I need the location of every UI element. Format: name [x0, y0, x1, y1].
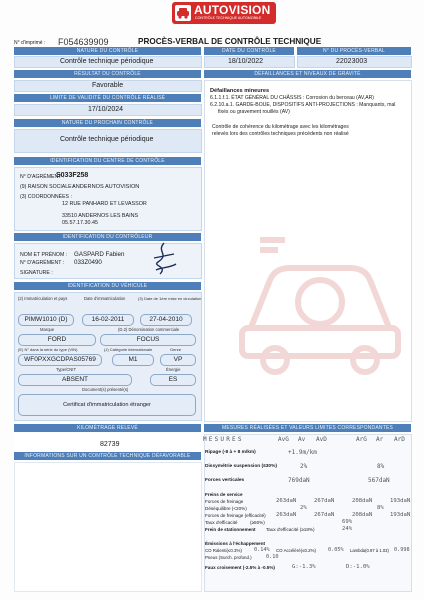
- vertical-forces-label: Forces verticales: [205, 478, 245, 483]
- printed-number-label: N° d'imprimé :: [14, 40, 46, 46]
- dipped-beam-label: Faux croisement (-2.5% à -0.5%): [205, 565, 275, 570]
- category-field: M1: [112, 354, 154, 366]
- co-idle-value: 0.14%: [254, 547, 270, 553]
- controller-agreement: 033Z0490: [74, 259, 102, 266]
- bar-result: RÉSULTAT DU CONTRÔLE: [14, 70, 201, 78]
- brake-force-avd: 267daN: [314, 498, 335, 504]
- odometer-note-1: Contrôle de cohérence du kilométrage avec les kilométrages: [212, 124, 349, 130]
- bar-measures: MESURES RÉALISÉES ET VALEURS LIMITES CORRESPONDANTES: [204, 424, 411, 432]
- efficiency-rate-label: Taux d'efficacité: [205, 520, 238, 525]
- label-documents: Document(s) présenté(s): [82, 387, 129, 392]
- brake-force-arg: 208daN: [352, 498, 373, 504]
- dipped-beam-right: D:-1.0%: [346, 564, 370, 570]
- bar-defects: DÉFAILLANCES ET NIVEAUX DE GRAVITÉ: [204, 70, 411, 78]
- control-nature: Contrôle technique périodique: [60, 58, 154, 65]
- measures-header-label: MESURES: [203, 436, 244, 443]
- next-control-nature: Contrôle technique périodique: [60, 136, 154, 143]
- co-idle-label: CO Ralenti(≤0.3%): [205, 548, 242, 553]
- ripage-label: Ripage (-8 à + 8 m/km): [205, 450, 256, 455]
- label-genre: Genre: [170, 347, 182, 352]
- efficiency-force-ard: 193daN: [390, 512, 411, 518]
- documents-field: Certificat d'immatriculation étranger: [18, 394, 196, 416]
- defect-line-1: 6.1.1.f.1. ÉTAT GÉNÉRAL DU CHÂSSIS : Corrosion du berceau (AV,AR): [210, 95, 375, 101]
- circulation-date-field: 27-04-2010: [140, 314, 192, 326]
- logo-name: AUTOVISION: [194, 3, 271, 17]
- parking-rate-value: 24%: [342, 526, 353, 532]
- efficiency-force-avg: 263daN: [276, 512, 297, 518]
- controller-signature-label: SIGNATURE :: [20, 270, 53, 276]
- ripage-value: +1.9m/km: [288, 449, 317, 456]
- label-circulation-date: (3) Date de 1ère mise en circulation: [138, 296, 202, 301]
- dissymmetry-av: 2%: [300, 463, 308, 470]
- control-result: Favorable: [92, 82, 124, 89]
- label-registration: (2) Immatriculation et pays: [18, 296, 68, 301]
- autovision-logo: [172, 2, 276, 24]
- efficiency-forces-label: Forces de freinage (efficacité): [205, 513, 266, 518]
- dissymmetry-ar: 8%: [377, 463, 385, 470]
- brake-force-ard: 193daN: [390, 498, 411, 504]
- odometer-note-2: relevés lors des contrôles techniques précédents non réalisé: [212, 131, 349, 137]
- imbalance-label: Déséquilibre (<20%): [205, 506, 247, 511]
- type-field: ABSENT: [18, 374, 132, 386]
- bar-vehicle: IDENTIFICATION DU VÉHICULE: [14, 282, 201, 290]
- vin-field: WF0PXXGCDPAS05769: [18, 354, 102, 366]
- co-accel-value: 0.05%: [328, 547, 344, 553]
- vertical-forces-av: 769daN: [288, 477, 310, 484]
- col-av: Av: [298, 436, 306, 443]
- handwritten-signature: [146, 240, 182, 280]
- defect-line-3: fixés ou gravement rouillés (AV): [218, 109, 290, 115]
- report-title: PROCÈS-VERBAL DE CONTRÔLE TECHNIQUE: [138, 37, 322, 46]
- controller-agreement-label: N° D'AGRÉMENT :: [20, 260, 65, 266]
- efficiency-force-avd: 267daN: [314, 512, 335, 518]
- logo-tagline: CONTRÔLE TECHNIQUE AUTOMOBILE: [195, 16, 262, 20]
- bar-center: IDENTIFICATION DU CENTRE DE CONTRÔLE: [14, 157, 201, 165]
- center-agreement: S033F258: [56, 172, 89, 179]
- defects-heading: Défaillances mineures: [210, 88, 270, 94]
- label-first-registration: Date d'immatriculation: [84, 296, 126, 301]
- col-avd: AvD: [316, 436, 327, 443]
- parking-rate-label: Taux d'efficacité (≥18%): [266, 527, 315, 532]
- vertical-forces-ar: 567daN: [368, 477, 390, 484]
- control-date: 18/10/2022: [228, 58, 264, 65]
- bar-controller: IDENTIFICATION DU CONTRÔLEUR: [14, 233, 201, 241]
- tyre-label: Pneus (Surch. profond.): [205, 555, 252, 560]
- controller-name-label: NOM ET PRÉNOM :: [20, 252, 68, 258]
- box-unfavorable: [14, 462, 202, 592]
- bar-pv-number: N° DU PROCÈS-VERBAL: [297, 47, 411, 55]
- odometer-value: 82739: [100, 441, 120, 448]
- imbalance-av: 2%: [300, 505, 307, 511]
- imbalance-ar: 8%: [377, 505, 384, 511]
- bar-validity: LIMITE DE VALIDITÉ DU CONTRÔLE RÉALISÉ: [14, 94, 201, 102]
- dipped-beam-left: G:-1.3%: [292, 564, 316, 570]
- label-model: (D.2) Dénomination commerciale: [118, 327, 180, 332]
- validity-date: 17/10/2024: [88, 106, 124, 113]
- genre-field: VP: [160, 354, 196, 366]
- label-vin: (E) N° dans la série du type (VIN): [18, 347, 78, 352]
- brakes-title: Freins de service: [205, 492, 243, 497]
- center-phone: 05.57.17.30.45: [62, 220, 98, 226]
- col-avg: AvG: [278, 436, 289, 443]
- center-agreement-label: N° D'AGRÉMENT :: [20, 174, 65, 180]
- watermark-car-icon: [230, 220, 410, 380]
- label-energy: Énergie: [166, 367, 181, 372]
- co-accel-label: CO Accéléré(≤0.2%): [276, 548, 316, 553]
- lambda-label: Lambda(0.97 à 1.03): [350, 548, 389, 553]
- brake-force-label: Forces de freinage: [205, 499, 244, 504]
- first-registration-field: 16-02-2011: [82, 314, 134, 326]
- center-reason: ANDERNOS AUTOVISION: [72, 184, 140, 190]
- efficiency-rate-value: 69%: [342, 519, 353, 525]
- registration-field: PIMW1010 (D): [18, 314, 74, 326]
- col-ar: Ar: [376, 436, 384, 443]
- parking-brake-label: Frein de stationnement: [205, 527, 256, 532]
- center-address: 12 RUE PANHARD ET LEVASSOR: [62, 201, 147, 207]
- emissions-title: Émissions à l'échappement: [205, 541, 266, 546]
- tyre-value: 0.10: [266, 554, 279, 560]
- printed-number: F054639909: [58, 37, 109, 47]
- brake-force-avg: 263daN: [276, 498, 297, 504]
- lambda-value: 0.998: [394, 547, 410, 553]
- bar-nature: NATURE DU CONTRÔLE: [14, 47, 201, 55]
- bar-date: DATE DU CONTRÔLE: [204, 47, 294, 55]
- center-reason-label: (9) RAISON SOCIALE :: [20, 184, 75, 190]
- label-brand: Marque: [40, 327, 55, 332]
- controller-name: GASPARD Fabien: [74, 251, 125, 258]
- bar-unfavorable: INFORMATIONS SUR UN CONTRÔLE TECHNIQUE DÉFAVORABLE: [14, 452, 201, 460]
- center-coords-label: (3) COORDONNÉES :: [20, 194, 72, 200]
- logo-emblem-icon: [175, 5, 191, 21]
- model-field: FOCUS: [100, 334, 196, 346]
- efficiency-force-arg: 208daN: [352, 512, 373, 518]
- bar-next-control: NATURE DU PROCHAIN CONTRÔLE: [14, 119, 201, 127]
- col-ard: ArD: [394, 436, 405, 443]
- col-arg: ArG: [356, 436, 367, 443]
- bar-odometer: KILOMÉTRAGE RELEVÉ: [14, 424, 201, 432]
- efficiency-rate-limit: (≥50%): [250, 520, 265, 525]
- pv-number: 22023003: [336, 58, 368, 65]
- brand-field: FORD: [18, 334, 96, 346]
- defect-line-2: 6.2.10.a.1. GARDE-BOUE, DISPOSITIFS ANTI-PROJECTIONS : Manquants, mal: [210, 102, 396, 108]
- center-city: 33510 ANDERNOS LES BAINS: [62, 213, 139, 219]
- energy-field: ES: [150, 374, 196, 386]
- label-type: Type/CNIT: [56, 367, 77, 372]
- dissymmetry-label: Dissymétrie suspension (≤30%): [205, 464, 277, 469]
- label-category: (J) Catégorie internationale: [104, 347, 153, 352]
